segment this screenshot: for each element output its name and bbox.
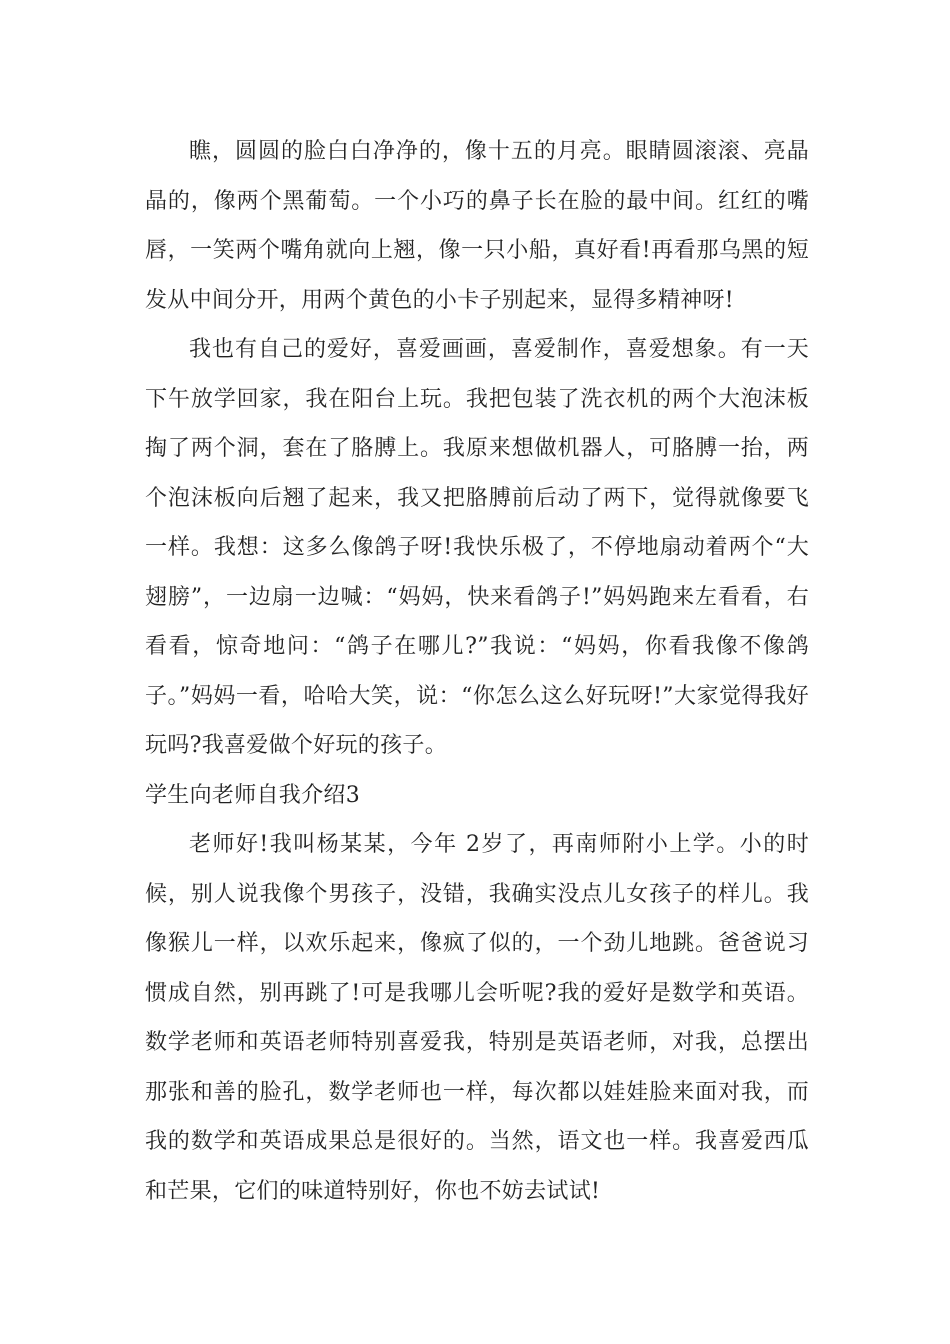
- section-heading: 学生向老师自我介绍3: [145, 782, 360, 808]
- paragraph-self-introduction: 老师好!我叫杨某某，今年 2岁了，再南师附小上学。小的时候，别人说我像个男孩子，没错，我确实没点儿女孩子的样儿。我像猴儿一样，以欢乐起来，像疯了似的，一个劲儿地跳。爸爸说习惯成自然，别再跳了!可是我哪儿会听呢?我的爱好是数学和英语。数学老师和英语老师特别喜爱我，特别是英语老师，对我，总摆出那张和善的脸孔，数学老师也一样，每次都以娃娃脸来面对我，而我的数学和英语成果总是很好的。当然，语文也一样。我喜爱西瓜和芒果，它们的味道特别好，你也不妨去试试!: [145, 832, 809, 1204]
- paragraph-hobbies: 我也有自己的爱好，喜爱画画，喜爱制作，喜爱想象。有一天下午放学回家，我在阳台上玩。我把包装了洗衣机的两个大泡沫板掏了两个洞，套在了胳膊上。我原来想做机器人，可胳膊一抬，两个泡沫板向后翘了起来，我又把胳膊前后动了两下，觉得就像要飞一样。我想：这多么像鸽子呀!我快乐极了，不停地扇动着两个“大翅膀”，一边扇一边喊：“妈妈，快来看鸽子!”妈妈跑来左看看，右看看，惊奇地问：“鸽子在哪儿?”我说：“妈妈，你看我像不像鸽子。”妈妈一看，哈哈大笑，说：“你怎么这么好玩呀!”大家觉得我好玩吗?我喜爱做个好玩的孩子。: [145, 337, 809, 758]
- document-body: [145, 127, 809, 1216]
- paragraph-face-description: 瞧，圆圆的脸白白净净的，像十五的月亮。眼睛圆滚滚、亮晶晶的，像两个黑葡萄。一个小巧的鼻子长在脸的最中间。红红的嘴唇，一笑两个嘴角就向上翘，像一只小船，真好看!再看那乌黑的短发从中间分开，用两个黄色的小卡子别起来，显得多精神呀!: [145, 139, 809, 313]
